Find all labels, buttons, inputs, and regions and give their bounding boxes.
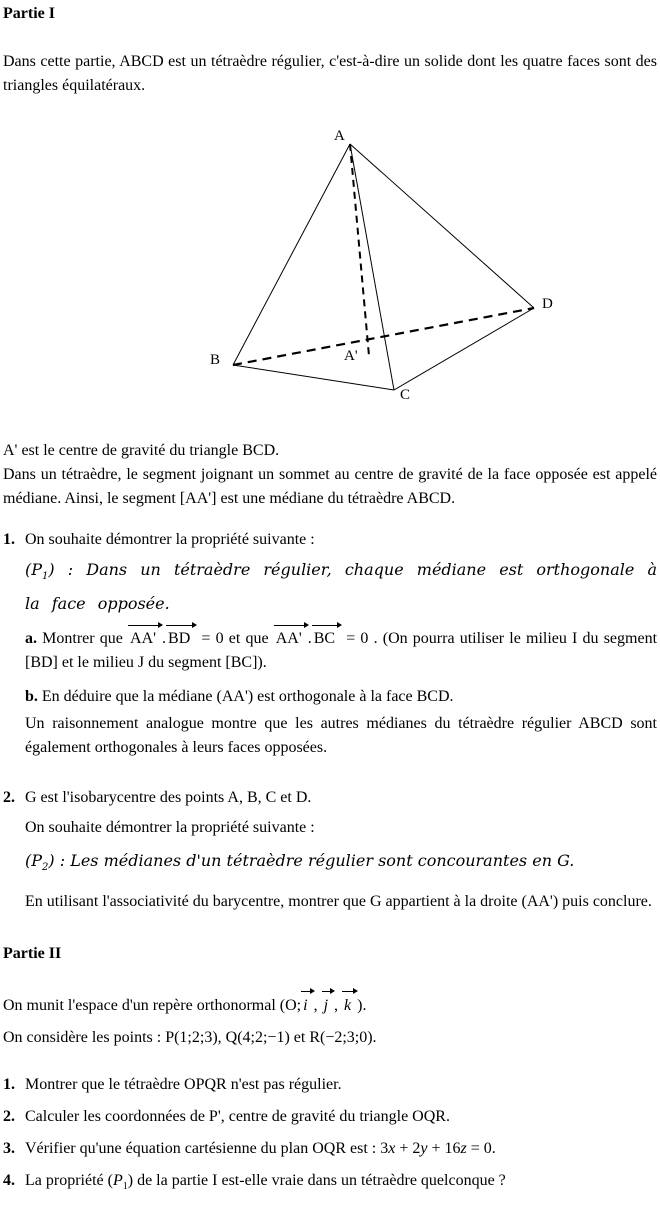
- comma: ,: [313, 997, 322, 1015]
- vertex-label-a-prime: A': [344, 348, 358, 364]
- orthonormal-frame-line: [3, 990, 657, 1019]
- vector-k: [342, 990, 357, 1019]
- median-explanation-block: [3, 439, 657, 511]
- question-body: [25, 1105, 657, 1129]
- part1-intro: Dans cette partie, ABCD est un tétraèdre régulier, c'est-à-dire un solide dont les quatre faces sont des triangles équilatéraux.: [3, 53, 657, 94]
- dot-product-2: .: [307, 630, 312, 648]
- p2q4-text-1: La propriété: [25, 1172, 108, 1190]
- part1-q1a: [25, 624, 657, 675]
- q1a-text-1: Montrer que: [37, 630, 129, 648]
- property-subscript: 1: [42, 571, 49, 583]
- property-p1: [25, 556, 657, 617]
- vertex-label-b: B: [210, 352, 221, 368]
- q1-intro: On souhaite démontrer la propriété suivante :: [25, 531, 315, 548]
- property-p2-text: Les médianes d'un tétraèdre régulier sont concourantes en G.: [70, 851, 575, 871]
- edge-ab: [233, 144, 350, 365]
- variable-z: z: [460, 1140, 467, 1158]
- vector-bd-text: BD: [168, 630, 191, 648]
- edge-bc: [233, 365, 394, 390]
- comma: ,: [334, 997, 343, 1015]
- property-subscript: 2: [42, 862, 49, 874]
- median-aa-prime: [350, 144, 369, 356]
- q1b-text: En déduire que la médiane (AA') est orthogonale à la face BCD.: [37, 688, 454, 706]
- q2-line2: On souhaite démontrer la propriété suivante :: [25, 819, 315, 837]
- vector-i: [301, 990, 313, 1019]
- part1-question-1: [3, 528, 657, 760]
- vector-bc: [312, 624, 341, 651]
- part2-question-2: [3, 1105, 657, 1129]
- p2q4-text: [25, 1169, 657, 1199]
- paren-open: (: [25, 851, 32, 871]
- paren-close: ).: [357, 997, 367, 1015]
- part2-heading: Partie II: [3, 945, 62, 963]
- question-number: 4.: [3, 1172, 15, 1190]
- question-number: 1.: [3, 531, 15, 548]
- script-p: P: [31, 851, 43, 871]
- question-body: [25, 786, 657, 914]
- vector-bc-text: BC: [313, 630, 336, 648]
- property-p1-text: Dans un tétraèdre régulier, chaque médiane est orthogonale à la face opposée.: [25, 560, 658, 614]
- vector-bd: [166, 624, 196, 651]
- vertex-label-a: A: [334, 128, 345, 144]
- part1-q1-note: Un raisonnement analogue montre que les autres médianes du tétraèdre régulier ABCD sont également orthogonales à leurs faces opposées.: [25, 715, 657, 757]
- p2q3-text-4: = 0.: [466, 1140, 496, 1158]
- property-subscript: 1: [122, 1181, 128, 1193]
- vector-aa-prime-text: AA': [130, 630, 157, 648]
- origin-label: O;: [285, 997, 302, 1015]
- question-number: 3.: [3, 1140, 15, 1158]
- part2-question-3: [3, 1137, 657, 1161]
- part2-question-4: [3, 1169, 657, 1199]
- edge-bd-hidden: [233, 308, 534, 365]
- variable-y: y: [420, 1140, 428, 1158]
- question-body: [25, 1137, 657, 1161]
- median-definition: Dans un tétraèdre, le segment joignant un sommet au centre de gravité de la face opposée est appelé médiane. Ainsi, le segment [AA'] est une médiane du tétraèdre ABCD.: [3, 466, 657, 507]
- paren-close: ): [48, 851, 55, 871]
- vertex-label-c: C: [400, 387, 411, 403]
- tetrahedron-figure: [3, 122, 657, 412]
- p2q3-text-2: + 2: [395, 1140, 421, 1158]
- tetrahedron-svg: [151, 122, 601, 412]
- script-p: P: [112, 1172, 123, 1190]
- property-p1-label: [25, 560, 55, 583]
- vector-j-text: j: [323, 997, 329, 1015]
- paren-open: (: [279, 997, 286, 1015]
- part1-heading: Partie I: [3, 5, 55, 22]
- points-definition-line: On considère les points : P(1;2;3), Q(4;2;−1) et R(−2;3;0).: [3, 1029, 377, 1047]
- question-body: [25, 1169, 657, 1199]
- gravity-note: A' est le centre de gravité du triangle BCD.: [3, 442, 280, 459]
- colon: :: [54, 851, 71, 871]
- paren-close: ): [48, 560, 55, 579]
- p2q3-text: [25, 1137, 657, 1161]
- property-p2-label: [25, 851, 55, 874]
- property-p2: [25, 848, 657, 881]
- question-number: 2.: [3, 789, 15, 807]
- p2q3-text-1: Vérifier qu'une équation cartésienne du plan OQR est : 3: [25, 1140, 389, 1158]
- variable-x: x: [388, 1140, 396, 1158]
- vector-aa-prime: [128, 624, 162, 651]
- edge-ad: [350, 144, 534, 308]
- subitem-a-label: a.: [25, 630, 37, 648]
- vertex-label-d: D: [542, 296, 553, 312]
- p2q1-text: Montrer que le tétraèdre OPQR n'est pas régulier.: [25, 1076, 342, 1094]
- paren-close: ): [127, 1172, 134, 1190]
- question-number: 2.: [3, 1108, 15, 1126]
- dot-product-1: .: [162, 630, 167, 648]
- vector-j: [322, 990, 334, 1019]
- question-number: 1.: [3, 1076, 15, 1094]
- frame-text: On munit l'espace d'un repère orthonormal: [3, 997, 280, 1015]
- vector-i-text: i: [303, 997, 308, 1015]
- edge-cd: [394, 308, 534, 390]
- q2-line1: G est l'isobarycentre des points A, B, C et D.: [25, 789, 312, 807]
- part1-q1b: [25, 685, 657, 709]
- question-body: [25, 528, 657, 760]
- vector-aa-prime-2-text: AA': [275, 630, 302, 648]
- vector-aa-prime-2: [274, 624, 308, 651]
- p2q3-text-3: + 16: [427, 1140, 461, 1158]
- part2-questions: [3, 1073, 657, 1199]
- p2q2-text: Calculer les coordonnées de P', centre de gravité du triangle OQR.: [25, 1108, 450, 1126]
- q1a-text-2: = 0 et que: [196, 630, 274, 648]
- q1a-text-3: = 0 . (On pourra utiliser le milieu I du segment [BD] et le milieu J du segment [BC]).: [25, 630, 658, 672]
- colon: :: [54, 560, 87, 579]
- script-p: P: [31, 560, 43, 579]
- subitem-b-label: b.: [25, 688, 38, 706]
- vector-k-text: k: [344, 997, 352, 1015]
- question-body: [25, 1073, 657, 1097]
- part1-question-2: [3, 786, 657, 914]
- p2q4-text-2: de la partie I est-elle vraie dans un tétraèdre quelconque ?: [133, 1172, 506, 1190]
- q2-line3: En utilisant l'associativité du barycentre, montrer que G appartient à la droite (AA') puis conclure.: [25, 893, 652, 911]
- part2-question-1: [3, 1073, 657, 1097]
- property-p1-ref: [107, 1172, 134, 1193]
- paren-open: (: [25, 560, 32, 579]
- paren-open: (: [107, 1172, 113, 1190]
